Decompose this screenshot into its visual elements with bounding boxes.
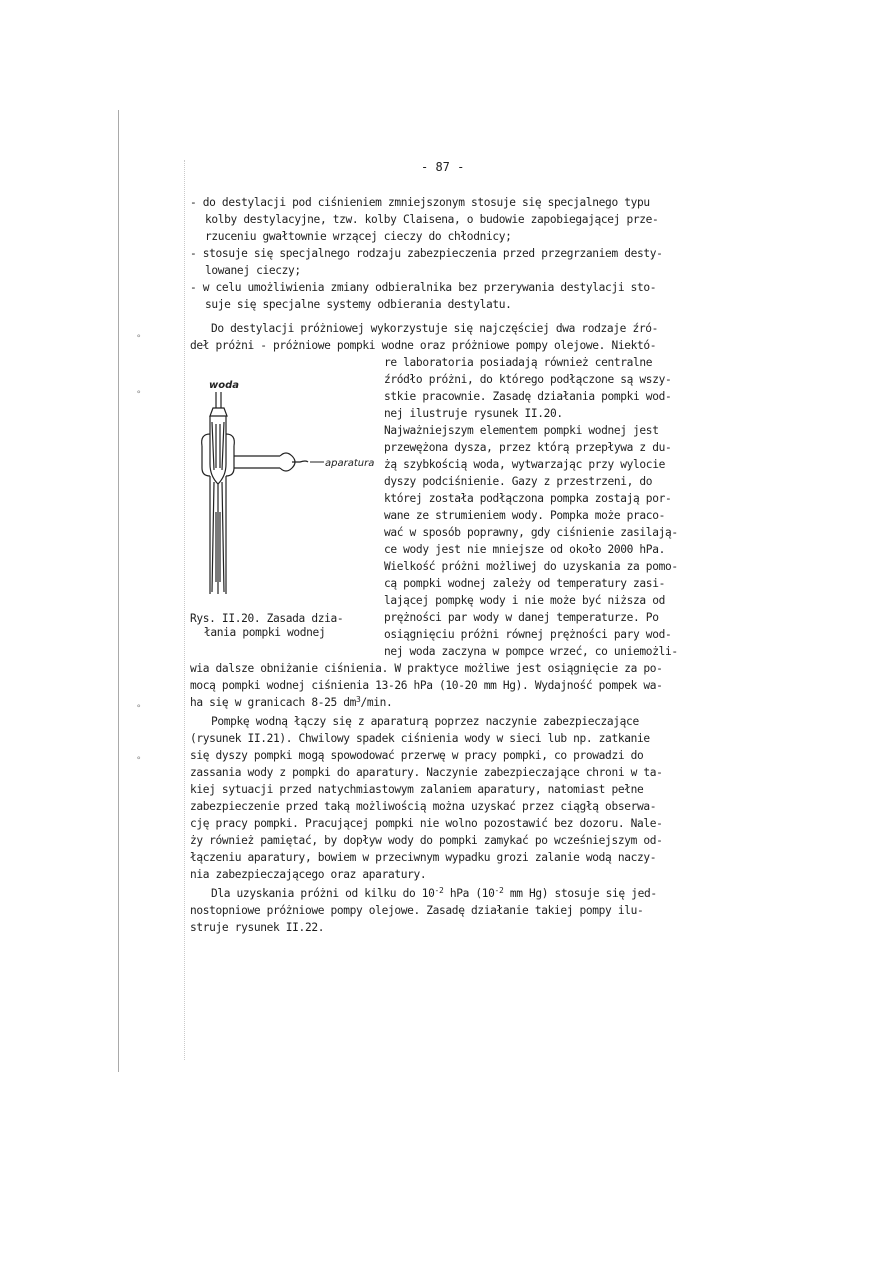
- text-line: deł próżni - próżniowe pompki wodne oraz próżniowe pompy olejowe. Niektó-: [190, 339, 657, 352]
- text-line: łączeniu aparatury, bowiem w przeciwnym wypadku grozi zalanie wodą naczy-: [190, 851, 657, 864]
- text-line: - w celu umożliwienia zmiany odbieralnika bez przerywania destylacji sto-: [190, 281, 657, 294]
- text-line: cję pracy pompki. Pracującej pompki nie wolno pozostawić bez dozoru. Nale-: [190, 817, 663, 830]
- text-line: prężności par wody w danej temperaturze. Po: [384, 611, 659, 624]
- text-line: zabezpieczenie przed taką możliwością można uzyskać przez ciągłą obserwa-: [190, 800, 657, 813]
- text-line: [190, 697, 392, 708]
- superscript: -2: [434, 886, 444, 895]
- text-line: osiągnięciu próżni równej prężności pary wod-: [384, 628, 672, 641]
- superscript: -2: [494, 886, 504, 895]
- figure-label-water: woda: [209, 380, 240, 391]
- text-line: ce wody jest nie mniejsze od około 2000 hPa.: [384, 543, 665, 556]
- text-line: lowanej cieczy;: [205, 264, 301, 277]
- text-line: Pompkę wodną łączy się z aparaturą poprzez naczynie zabezpieczające: [211, 715, 639, 728]
- figure-label-apparatus: aparatura: [325, 458, 375, 469]
- text-line: lającej pompkę wody i nie może być niższa od: [384, 594, 665, 607]
- text-line: wane ze strumieniem wody. Pompka może praco-: [384, 509, 665, 522]
- text-line: [211, 888, 657, 899]
- text-line: się dyszy pompki mogą spowodować przerwę w pracy pompki, co prowadzi do: [190, 749, 644, 762]
- text-line: kiej sytuacji przed natychmiastowym zalaniem aparatury, natomiast pełne: [190, 783, 644, 796]
- text-line: nej woda zaczyna w pompce wrzeć, co uniemożli-: [384, 645, 678, 658]
- text-line: Do destylacji próżniowej wykorzystuje się najczęściej dwa rodzaje źró-: [211, 322, 658, 335]
- text-line: wia dalsze obniżanie ciśnienia. W praktyce możliwe jest osiągnięcie za po-: [190, 662, 663, 675]
- text-line: mocą pompki wodnej ciśnienia 13-26 hPa (10-20 mm Hg). Wydajność pompek wa-: [190, 679, 663, 692]
- text-line: źródło próżni, do którego podłączone są wszy-: [384, 373, 672, 386]
- text-line: zassania wody z pompki do aparatury. Naczynie zabezpieczające chroni w ta-: [190, 766, 663, 779]
- text-line: nostopniowe próżniowe pompy olejowe. Zasadę działanie takiej pompy ilu-: [190, 904, 644, 917]
- page-number: - 87 -: [421, 160, 465, 174]
- text-line: Najważniejszym elementem pompki wodnej jest: [384, 424, 659, 437]
- text-line: - do destylacji pod ciśnieniem zmniejszonym stosuje się specjalnego typu: [190, 196, 650, 209]
- text-line: suje się specjalne systemy odbierania destylatu.: [205, 298, 512, 311]
- margin-mark: °: [136, 704, 142, 714]
- water-aspirator-figure: [188, 372, 375, 604]
- text-line: rzuceniu gwałtownie wrzącej cieczy do chłodnicy;: [205, 230, 512, 243]
- text-line: żą szybkością woda, wytwarzając przy wylocie: [384, 458, 665, 471]
- text-line: ży również pamiętać, by dopływ wody do pompki zamykać po wcześniejszym od-: [190, 834, 663, 847]
- text-line: której została podłączona pompka zostają por-: [384, 492, 672, 505]
- text-line: (rysunek II.21). Chwilowy spadek ciśnienia wody w sieci lub np. zatkanie: [190, 732, 650, 745]
- figure-caption: łania pompki wodnej: [204, 626, 326, 639]
- text-line: wać w sposób poprawny, gdy ciśnienie zasilają-: [384, 526, 678, 539]
- text-line: cą pompki wodnej zależy od temperatury zasi-: [384, 577, 665, 590]
- text-line: nej ilustruje rysunek II.20.: [384, 407, 563, 420]
- figure-caption: Rys. II.20. Zasada dzia-: [190, 612, 344, 625]
- text-line: dyszy podciśnienie. Gazy z przestrzeni, do: [384, 475, 653, 488]
- text-line: re laboratoria posiadają również centralne: [384, 356, 653, 369]
- text-line: przewężona dysza, przez którą przepływa z du-: [384, 441, 672, 454]
- text-segment: Dla uzyskania próżni od kilku do 10: [211, 887, 435, 900]
- binding-line: [118, 110, 119, 1072]
- superscript: 3: [356, 695, 361, 704]
- text-line: struje rysunek II.22.: [190, 921, 325, 934]
- margin-mark: °: [136, 756, 142, 766]
- text-segment: /min.: [360, 696, 393, 709]
- text-line: - stosuje się specjalnego rodzaju zabezpieczenia przed przegrzaniem desty-: [190, 247, 663, 260]
- text-line: Wielkość próżni możliwej do uzyskania za pomo-: [384, 560, 678, 573]
- text-line: kolby destylacyjne, tzw. kolby Claisena, o budowie zapobiegającej prze-: [205, 213, 659, 226]
- text-line: stkie pracownie. Zasadę działania pompki wod-: [384, 390, 672, 403]
- text-segment: hPa (10: [443, 887, 495, 900]
- text-line: nia zabezpieczającego oraz aparatury.: [190, 868, 427, 881]
- text-segment: mm Hg) stosuje się jed-: [503, 887, 657, 900]
- text-segment: ha się w granicach 8-25 dm: [190, 696, 357, 709]
- margin-mark: °: [136, 334, 142, 344]
- margin-mark: °: [136, 390, 142, 400]
- binding-dots: [184, 160, 185, 1060]
